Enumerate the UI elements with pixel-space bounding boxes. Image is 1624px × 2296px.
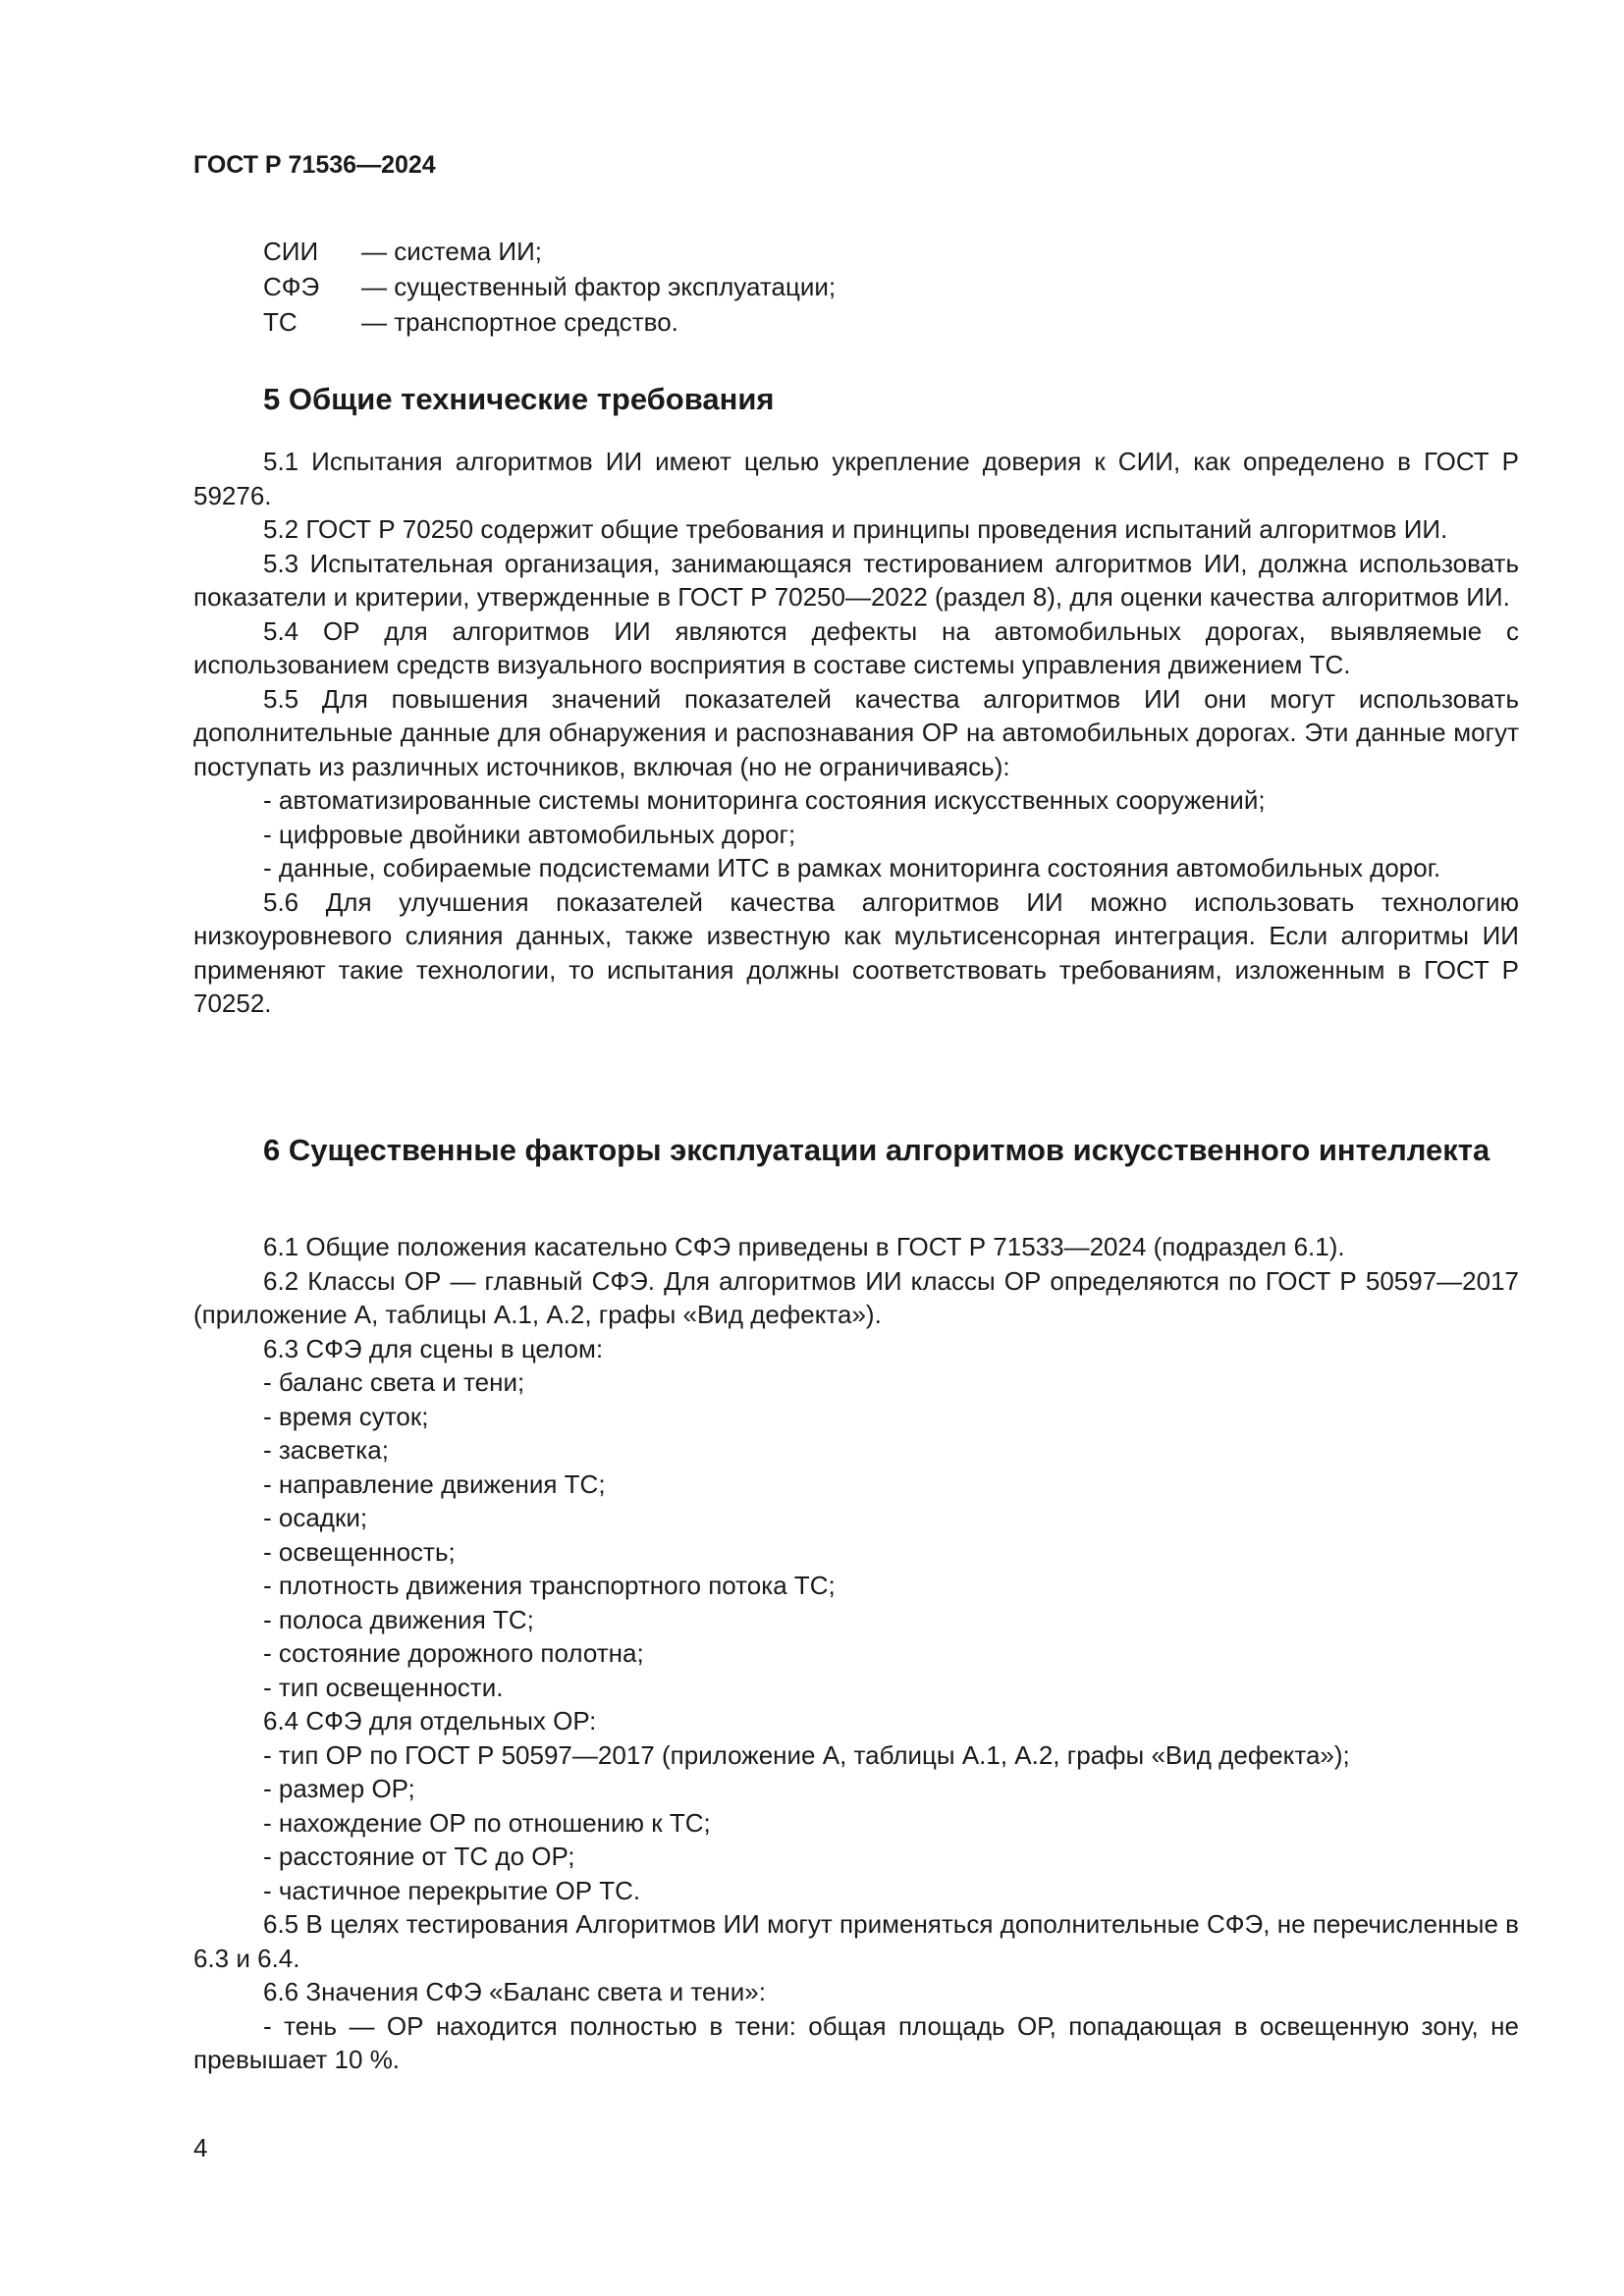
list-item: - баланс света и тени; [263,1367,525,1397]
list-item: - плотность движения транспортного потока ТС; [263,1571,836,1600]
list-item: - размер ОР; [263,1774,415,1803]
paragraph: 6.3 СФЭ для сцены в целом: [263,1333,604,1363]
abbreviation-term: СИИ [263,237,319,266]
abbreviation-row [263,234,1147,269]
abbreviation-row [263,304,1147,340]
section-6-body [193,1230,1519,2077]
list-item: - тень — ОР находится полностью в тени: общая площадь ОР, попадающая в освещенную зону, не превышает 10 %. [193,2010,1519,2074]
list-item: - время суток; [263,1401,429,1431]
paragraph: 6.2 Классы ОР — главный СФЭ. Для алгоритмов ИИ классы ОР определяются по ГОСТ Р 50597—2017 (приложение А, таблицы А.1, А.2, графы «Вид дефекта»). [193,1265,1519,1329]
abbreviation-list [263,234,1147,340]
abbreviation-definition: — система ИИ; [361,237,542,266]
list-item: - осадки; [263,1503,368,1532]
paragraph: 5.1 Испытания алгоритмов ИИ имеют целью укрепление доверия к СИИ, как определено в ГОСТ Р 59276. [193,447,1519,510]
list-item: - частичное перекрытие ОР ТС. [263,1875,641,1905]
abbreviation-definition: — транспортное средство. [361,307,678,337]
section-6-title: 6 Существенные факторы эксплуатации алгоритмов искусственного интеллекта [263,1133,1490,1167]
list-item: - полоса движения ТС; [263,1604,534,1634]
document-header: ГОСТ Р 71536—2024 [193,151,436,179]
paragraph: 6.5 В целях тестирования Алгоритмов ИИ могут применяться дополнительные СФЭ, не перечисленные в 6.3 и 6.4. [193,1909,1519,1973]
abbreviation-term: ТС [263,307,298,337]
page-number: 4 [193,2133,208,2163]
abbreviation-row [263,269,1147,304]
list-item: - данные, собираемые подсистемами ИТС в рамках мониторинга состояния автомобильных дорог. [263,853,1441,882]
paragraph: 5.6 Для улучшения показателей качества алгоритмов ИИ можно использовать технологию низкоуровневого слияния данных, также известную как мультисенсорная интеграция. Если алгоритмы ИИ применяют такие технологии, то испытания должны соответствовать требованиям, изложенным в ГОСТ Р 70252. [193,886,1519,1018]
list-item: - расстояние от ТС до ОР; [263,1842,575,1871]
list-item: - тип ОР по ГОСТ Р 50597—2017 (приложение А, таблицы А.1, А.2, графы «Вид дефекта»); [263,1739,1350,1770]
list-item: - тип освещенности. [263,1672,504,1702]
list-item: - засветка; [263,1435,389,1465]
list-item: - нахождение ОР по отношению к ТС; [263,1807,711,1838]
section-5-title: 5 Общие технические требования [263,382,775,416]
list-item: - цифровые двойники автомобильных дорог; [263,819,796,849]
abbreviation-term: СФЭ [263,272,320,301]
paragraph: 6.6 Значения СФЭ «Баланс света и тени»: [263,1977,766,2006]
paragraph: 5.3 Испытательная организация, занимающаяся тестированием алгоритмов ИИ, должна использовать показатели и критерии, утвержденные в ГОСТ Р 70250—2022 (раздел 8), для оценки качества алгоритмов ИИ. [193,548,1519,612]
paragraph: 5.2 ГОСТ Р 70250 содержит общие требования и принципы проведения испытаний алгоритмов ИИ. [263,514,1448,544]
section-5-body [193,445,1519,1021]
list-item: - состояние дорожного полотна; [263,1638,644,1668]
paragraph: 5.5 Для повышения значений показателей качества алгоритмов ИИ они могут использовать дополнительные данные для обнаружения и распознавания ОР на автомобильных дорогах. Эти данные могут поступать из различных источников, включая (но не ограничиваясь): [193,683,1519,781]
list-item: - направление движения ТС; [263,1468,606,1499]
list-item: - автоматизированные системы мониторинга состояния искусственных сооружений; [263,785,1266,815]
abbreviation-definition: — существенный фактор эксплуатации; [361,272,837,301]
paragraph: 5.4 ОР для алгоритмов ИИ являются дефекты на автомобильных дорогах, выявляемые с использованием средств визуального восприятия в составе системы управления движением ТС. [193,615,1519,679]
paragraph: 6.4 СФЭ для отдельных ОР: [263,1706,597,1735]
paragraph: 6.1 Общие положения касательно СФЭ приведены в ГОСТ Р 71533—2024 (подраздел 6.1). [263,1232,1345,1261]
list-item: - освещенность; [263,1536,456,1567]
